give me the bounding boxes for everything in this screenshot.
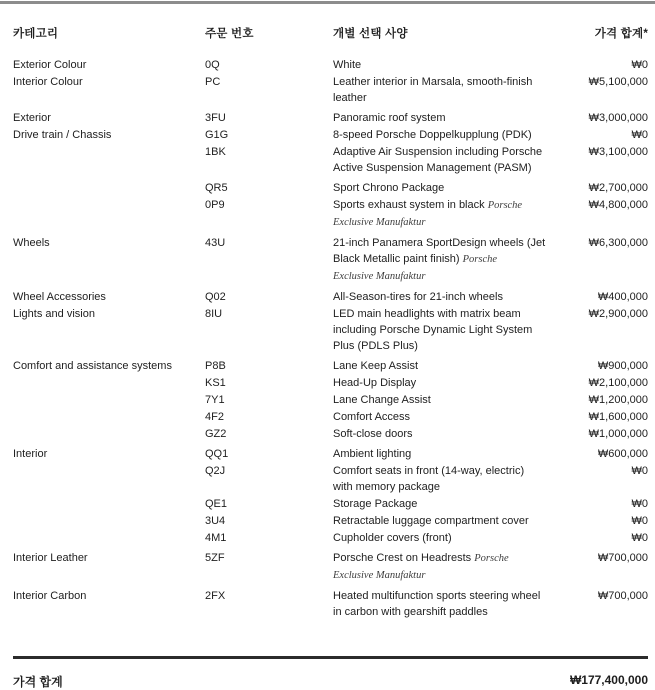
description-text: Comfort seats in front (14-way, electric) <box>333 465 525 477</box>
description-text: Sports exhaust system in black <box>333 199 488 211</box>
exclusive-manufaktur-label: Exclusive Manufaktur <box>333 570 426 581</box>
row-category: Interior Leather <box>13 552 88 564</box>
description-text: All-Season-tires for 21-inch wheels <box>333 291 503 303</box>
table-row <box>13 375 648 391</box>
row-order-number: GZ2 <box>205 428 227 440</box>
table-row <box>13 144 648 176</box>
description-line <box>333 479 555 495</box>
table-row <box>13 197 648 231</box>
description-line <box>333 496 555 512</box>
row-order-number: G1G <box>205 129 229 141</box>
description-text: including Porsche Dynamic Light System <box>333 324 533 336</box>
description-line <box>333 375 555 391</box>
row-option-description <box>333 235 555 285</box>
column-header-order-number: 주문 번호 <box>205 28 254 40</box>
row-category: Wheel Accessories <box>13 291 106 303</box>
row-order-number: 3FU <box>205 112 226 124</box>
description-line <box>333 268 555 285</box>
description-line <box>333 144 555 160</box>
row-category: Interior Carbon <box>13 590 87 602</box>
row-category <box>13 496 205 512</box>
column-header-option: 개별 선택 사양 <box>333 28 408 40</box>
row-price: ₩0 <box>631 532 648 544</box>
row-price: ₩2,700,000 <box>588 182 648 194</box>
row-category: Exterior Colour <box>13 59 87 71</box>
row-option-description <box>333 588 555 620</box>
description-text: Lane Keep Assist <box>333 360 419 372</box>
column-header-price: 가격 합계* <box>594 28 648 40</box>
description-text: Lane Change Assist <box>333 394 431 406</box>
row-order-number: PC <box>205 76 221 88</box>
description-line <box>333 235 555 251</box>
row-order-number: 4M1 <box>205 532 227 544</box>
exclusive-manufaktur-label: Porsche <box>474 553 509 564</box>
description-text: Active Suspension Management (PASM) <box>333 162 532 174</box>
top-divider <box>0 1 655 4</box>
description-text: Black Metallic paint finish) <box>333 253 463 265</box>
table-header-row <box>13 25 648 41</box>
description-line <box>333 513 555 529</box>
row-order-number: P8B <box>205 360 226 372</box>
row-category <box>13 197 205 231</box>
description-line <box>333 289 555 305</box>
row-category <box>13 463 205 495</box>
exclusive-manufaktur-label: Exclusive Manufaktur <box>333 217 426 228</box>
table-row <box>13 530 648 546</box>
description-line <box>333 530 555 546</box>
table-row <box>13 74 648 106</box>
description-line <box>333 57 555 73</box>
table-row <box>13 306 648 354</box>
row-price: ₩1,000,000 <box>588 428 648 440</box>
row-order-number: 0Q <box>205 59 220 71</box>
row-option-description <box>333 127 555 143</box>
description-text: Head-Up Display <box>333 377 417 389</box>
description-text: Adaptive Air Suspension including Porsche <box>333 146 543 158</box>
row-option-description <box>333 358 555 374</box>
row-category: Wheels <box>13 237 50 249</box>
row-category: Exterior <box>13 112 51 124</box>
row-category <box>13 513 205 529</box>
row-category: Drive train / Chassis <box>13 129 112 141</box>
table-row <box>13 57 648 73</box>
description-line <box>333 550 555 567</box>
description-line <box>333 110 555 126</box>
description-line <box>333 567 555 584</box>
description-text: Soft-close doors <box>333 428 413 440</box>
exclusive-manufaktur-label: Porsche <box>487 200 523 211</box>
description-text: Cupholder covers (front) <box>333 532 452 544</box>
description-text: Plus (PDLS Plus) <box>333 340 418 352</box>
description-line <box>333 322 555 338</box>
row-category: Interior <box>13 448 48 460</box>
row-option-description <box>333 180 555 196</box>
description-line <box>333 392 555 408</box>
row-option-description <box>333 289 555 305</box>
row-category <box>13 375 205 391</box>
description-text: Ambient lighting <box>333 448 412 460</box>
table-row <box>13 127 648 143</box>
description-line <box>333 446 555 462</box>
row-order-number: 8IU <box>205 308 223 320</box>
row-order-number: 5ZF <box>205 552 225 564</box>
description-line <box>333 409 555 425</box>
row-price: ₩5,100,000 <box>588 76 648 88</box>
row-option-description <box>333 463 555 495</box>
row-price: ₩0 <box>631 59 648 71</box>
row-option-description <box>333 392 555 408</box>
table-row <box>13 446 648 462</box>
row-price: ₩3,000,000 <box>588 112 648 124</box>
table-row <box>13 496 648 512</box>
table-row <box>13 588 648 620</box>
row-price: ₩6,300,000 <box>588 237 648 249</box>
table-row <box>13 513 648 529</box>
row-category: Lights and vision <box>13 308 95 320</box>
description-line <box>333 588 555 604</box>
row-order-number: Q02 <box>205 291 226 303</box>
description-text: Comfort Access <box>333 411 411 423</box>
table-row <box>13 289 648 305</box>
row-price: ₩1,200,000 <box>588 394 648 406</box>
summary-row <box>13 673 648 690</box>
description-text: 8-speed Porsche Doppelkupplung (PDK) <box>333 129 532 141</box>
row-price: ₩3,100,000 <box>588 146 648 158</box>
summary-label: 가격 합계 <box>13 675 63 689</box>
row-order-number: 0P9 <box>205 199 225 211</box>
row-option-description <box>333 496 555 512</box>
description-text: 21-inch Panamera SportDesign wheels (Jet <box>333 237 546 249</box>
description-line <box>333 426 555 442</box>
description-text: Leather interior in Marsala, smooth-finish <box>333 76 533 88</box>
table-row <box>13 110 648 126</box>
row-order-number: KS1 <box>205 377 226 389</box>
description-line <box>333 160 555 176</box>
description-line <box>333 127 555 143</box>
row-category <box>13 409 205 425</box>
column-header-category: 카테고리 <box>13 28 59 40</box>
row-price: ₩2,100,000 <box>588 377 648 389</box>
description-text: Retractable luggage compartment cover <box>333 515 529 527</box>
description-text: with memory package <box>333 481 440 493</box>
description-text: Panoramic roof system <box>333 112 446 124</box>
row-option-description <box>333 426 555 442</box>
exclusive-manufaktur-label: Porsche <box>462 254 498 265</box>
description-text: White <box>333 59 362 71</box>
row-option-description <box>333 74 555 106</box>
row-price: ₩0 <box>631 465 648 477</box>
description-text: Storage Package <box>333 498 418 510</box>
row-option-description <box>333 409 555 425</box>
summary-divider <box>13 656 648 659</box>
table-row <box>13 235 648 285</box>
summary-total: ₩177,400,000 <box>569 673 648 687</box>
row-price: ₩400,000 <box>597 291 648 303</box>
row-price: ₩600,000 <box>597 448 648 460</box>
row-option-description <box>333 550 555 584</box>
row-category <box>13 144 205 176</box>
row-order-number: 4F2 <box>205 411 224 423</box>
description-text: Sport Chrono Package <box>333 182 445 194</box>
row-order-number: 43U <box>205 237 226 249</box>
table-body <box>13 57 648 620</box>
row-option-description <box>333 375 555 391</box>
row-price: ₩0 <box>631 515 648 527</box>
row-order-number: 7Y1 <box>205 394 225 406</box>
description-line <box>333 180 555 196</box>
row-price: ₩4,800,000 <box>588 199 648 211</box>
row-order-number: QE1 <box>205 498 228 510</box>
row-category <box>13 392 205 408</box>
row-order-number: QQ1 <box>205 448 229 460</box>
row-price: ₩2,900,000 <box>588 308 648 320</box>
row-category <box>13 180 205 196</box>
row-order-number: 3U4 <box>205 515 226 527</box>
description-line <box>333 197 555 214</box>
description-text: LED main headlights with matrix beam <box>333 308 521 320</box>
row-price: ₩0 <box>631 498 648 510</box>
row-price: ₩0 <box>631 129 648 141</box>
description-line <box>333 463 555 479</box>
table-row <box>13 550 648 584</box>
description-text: in carbon with gearshift paddles <box>333 606 488 618</box>
row-option-description <box>333 57 555 73</box>
description-line <box>333 90 555 106</box>
row-category: Comfort and assistance systems <box>13 360 172 372</box>
description-line <box>333 251 555 268</box>
description-line <box>333 74 555 90</box>
table-row <box>13 426 648 442</box>
row-price: ₩700,000 <box>597 552 648 564</box>
table-row <box>13 463 648 495</box>
description-text: Porsche Crest on Headrests <box>333 552 475 564</box>
row-category <box>13 426 205 442</box>
row-option-description <box>333 306 555 354</box>
exclusive-manufaktur-label: Exclusive Manufaktur <box>333 271 426 282</box>
row-category <box>13 530 205 546</box>
row-order-number: 2FX <box>205 590 226 602</box>
table-row <box>13 409 648 425</box>
row-option-description <box>333 446 555 462</box>
row-category: Interior Colour <box>13 76 83 88</box>
row-price: ₩1,600,000 <box>588 411 648 423</box>
row-option-description <box>333 513 555 529</box>
description-line <box>333 338 555 354</box>
row-order-number: Q2J <box>205 465 226 477</box>
table-row <box>13 180 648 196</box>
row-price: ₩900,000 <box>597 360 648 372</box>
description-line <box>333 358 555 374</box>
description-text: leather <box>333 92 367 104</box>
description-line <box>333 604 555 620</box>
row-option-description <box>333 144 555 176</box>
table-row <box>13 392 648 408</box>
row-option-description <box>333 110 555 126</box>
description-text: Heated multifunction sports steering wheel <box>333 590 541 602</box>
row-price: ₩700,000 <box>597 590 648 602</box>
description-line <box>333 306 555 322</box>
description-line <box>333 214 555 231</box>
row-option-description <box>333 530 555 546</box>
row-order-number: 1BK <box>205 146 226 158</box>
row-order-number: QR5 <box>205 182 228 194</box>
table-row <box>13 358 648 374</box>
row-option-description <box>333 197 555 231</box>
